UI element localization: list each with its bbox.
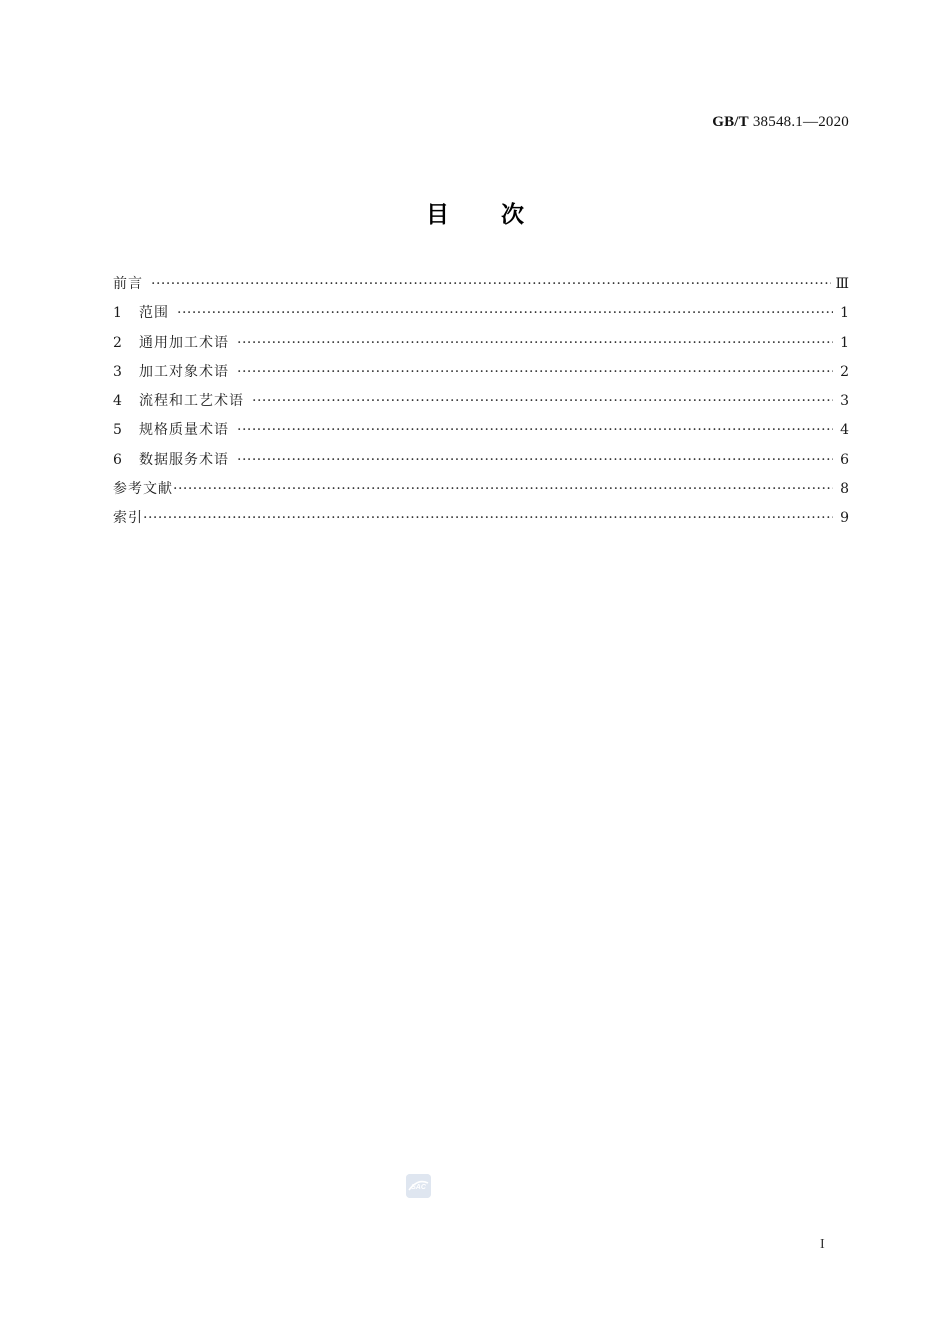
standard-prefix: GB/T	[712, 114, 749, 130]
toc-entry-label: 流程和工艺术语	[139, 393, 244, 410]
standard-number: 38548.1—2020	[752, 114, 849, 130]
standard-code	[712, 114, 849, 131]
toc-entry-page: 1	[840, 305, 849, 322]
toc-entry-foreword[interactable]	[113, 273, 849, 302]
toc-entry-label: 参考文献	[113, 481, 173, 498]
toc-entry-page: 9	[840, 510, 849, 527]
toc-entry-number: 6	[113, 451, 122, 468]
toc-leader-dots	[237, 449, 833, 471]
toc-entry-page: 2	[840, 363, 849, 380]
page-title: 目次	[426, 202, 576, 228]
toc-entry-label: 加工对象术语	[139, 363, 229, 380]
toc-entry-page: 6	[840, 451, 849, 468]
toc-leader-dots	[143, 507, 833, 529]
toc-entry-number: 4	[113, 393, 122, 410]
toc-entry-page: Ⅲ	[835, 276, 849, 292]
toc-entry-label: 前言	[113, 276, 143, 292]
toc-entry-label: 规格质量术语	[139, 422, 229, 439]
toc-leader-dots	[177, 302, 833, 324]
toc-entry-label: 数据服务术语	[139, 451, 229, 468]
toc-entry-number: 1	[113, 305, 122, 322]
toc-entry-number: 5	[113, 422, 122, 439]
toc-entry-quality-terms[interactable]	[113, 419, 849, 448]
toc-leader-dots	[252, 390, 833, 412]
toc-entry-label: 通用加工术语	[139, 334, 229, 351]
toc-entry-label: 范围	[139, 305, 169, 322]
toc-leader-dots	[237, 361, 833, 383]
toc-entry-number: 3	[113, 363, 122, 380]
sac-watermark-logo	[406, 1174, 431, 1198]
page-number: I	[820, 1237, 825, 1252]
toc-entry-page: 3	[840, 393, 849, 410]
toc-entry-scope[interactable]	[113, 302, 849, 331]
svg-text:SAC: SAC	[411, 1184, 426, 1191]
toc-leader-dots	[237, 419, 833, 441]
toc-entry-label: 索引	[113, 510, 143, 527]
toc-leader-dots	[151, 273, 831, 295]
toc-entry-object-terms[interactable]	[113, 361, 849, 390]
toc-entry-process-terms[interactable]	[113, 390, 849, 419]
toc-entry-general-terms[interactable]	[113, 332, 849, 361]
toc-entry-index[interactable]	[113, 507, 849, 536]
table-of-contents	[113, 273, 849, 537]
toc-entry-page: 1	[840, 334, 849, 351]
toc-leader-dots	[173, 478, 833, 500]
toc-entry-page: 8	[840, 481, 849, 498]
toc-entry-number: 2	[113, 334, 122, 351]
toc-entry-bibliography[interactable]	[113, 478, 849, 507]
toc-entry-data-service-terms[interactable]	[113, 449, 849, 478]
sac-logo-icon	[406, 1174, 431, 1198]
toc-entry-page: 4	[840, 422, 849, 439]
toc-leader-dots	[237, 332, 833, 354]
